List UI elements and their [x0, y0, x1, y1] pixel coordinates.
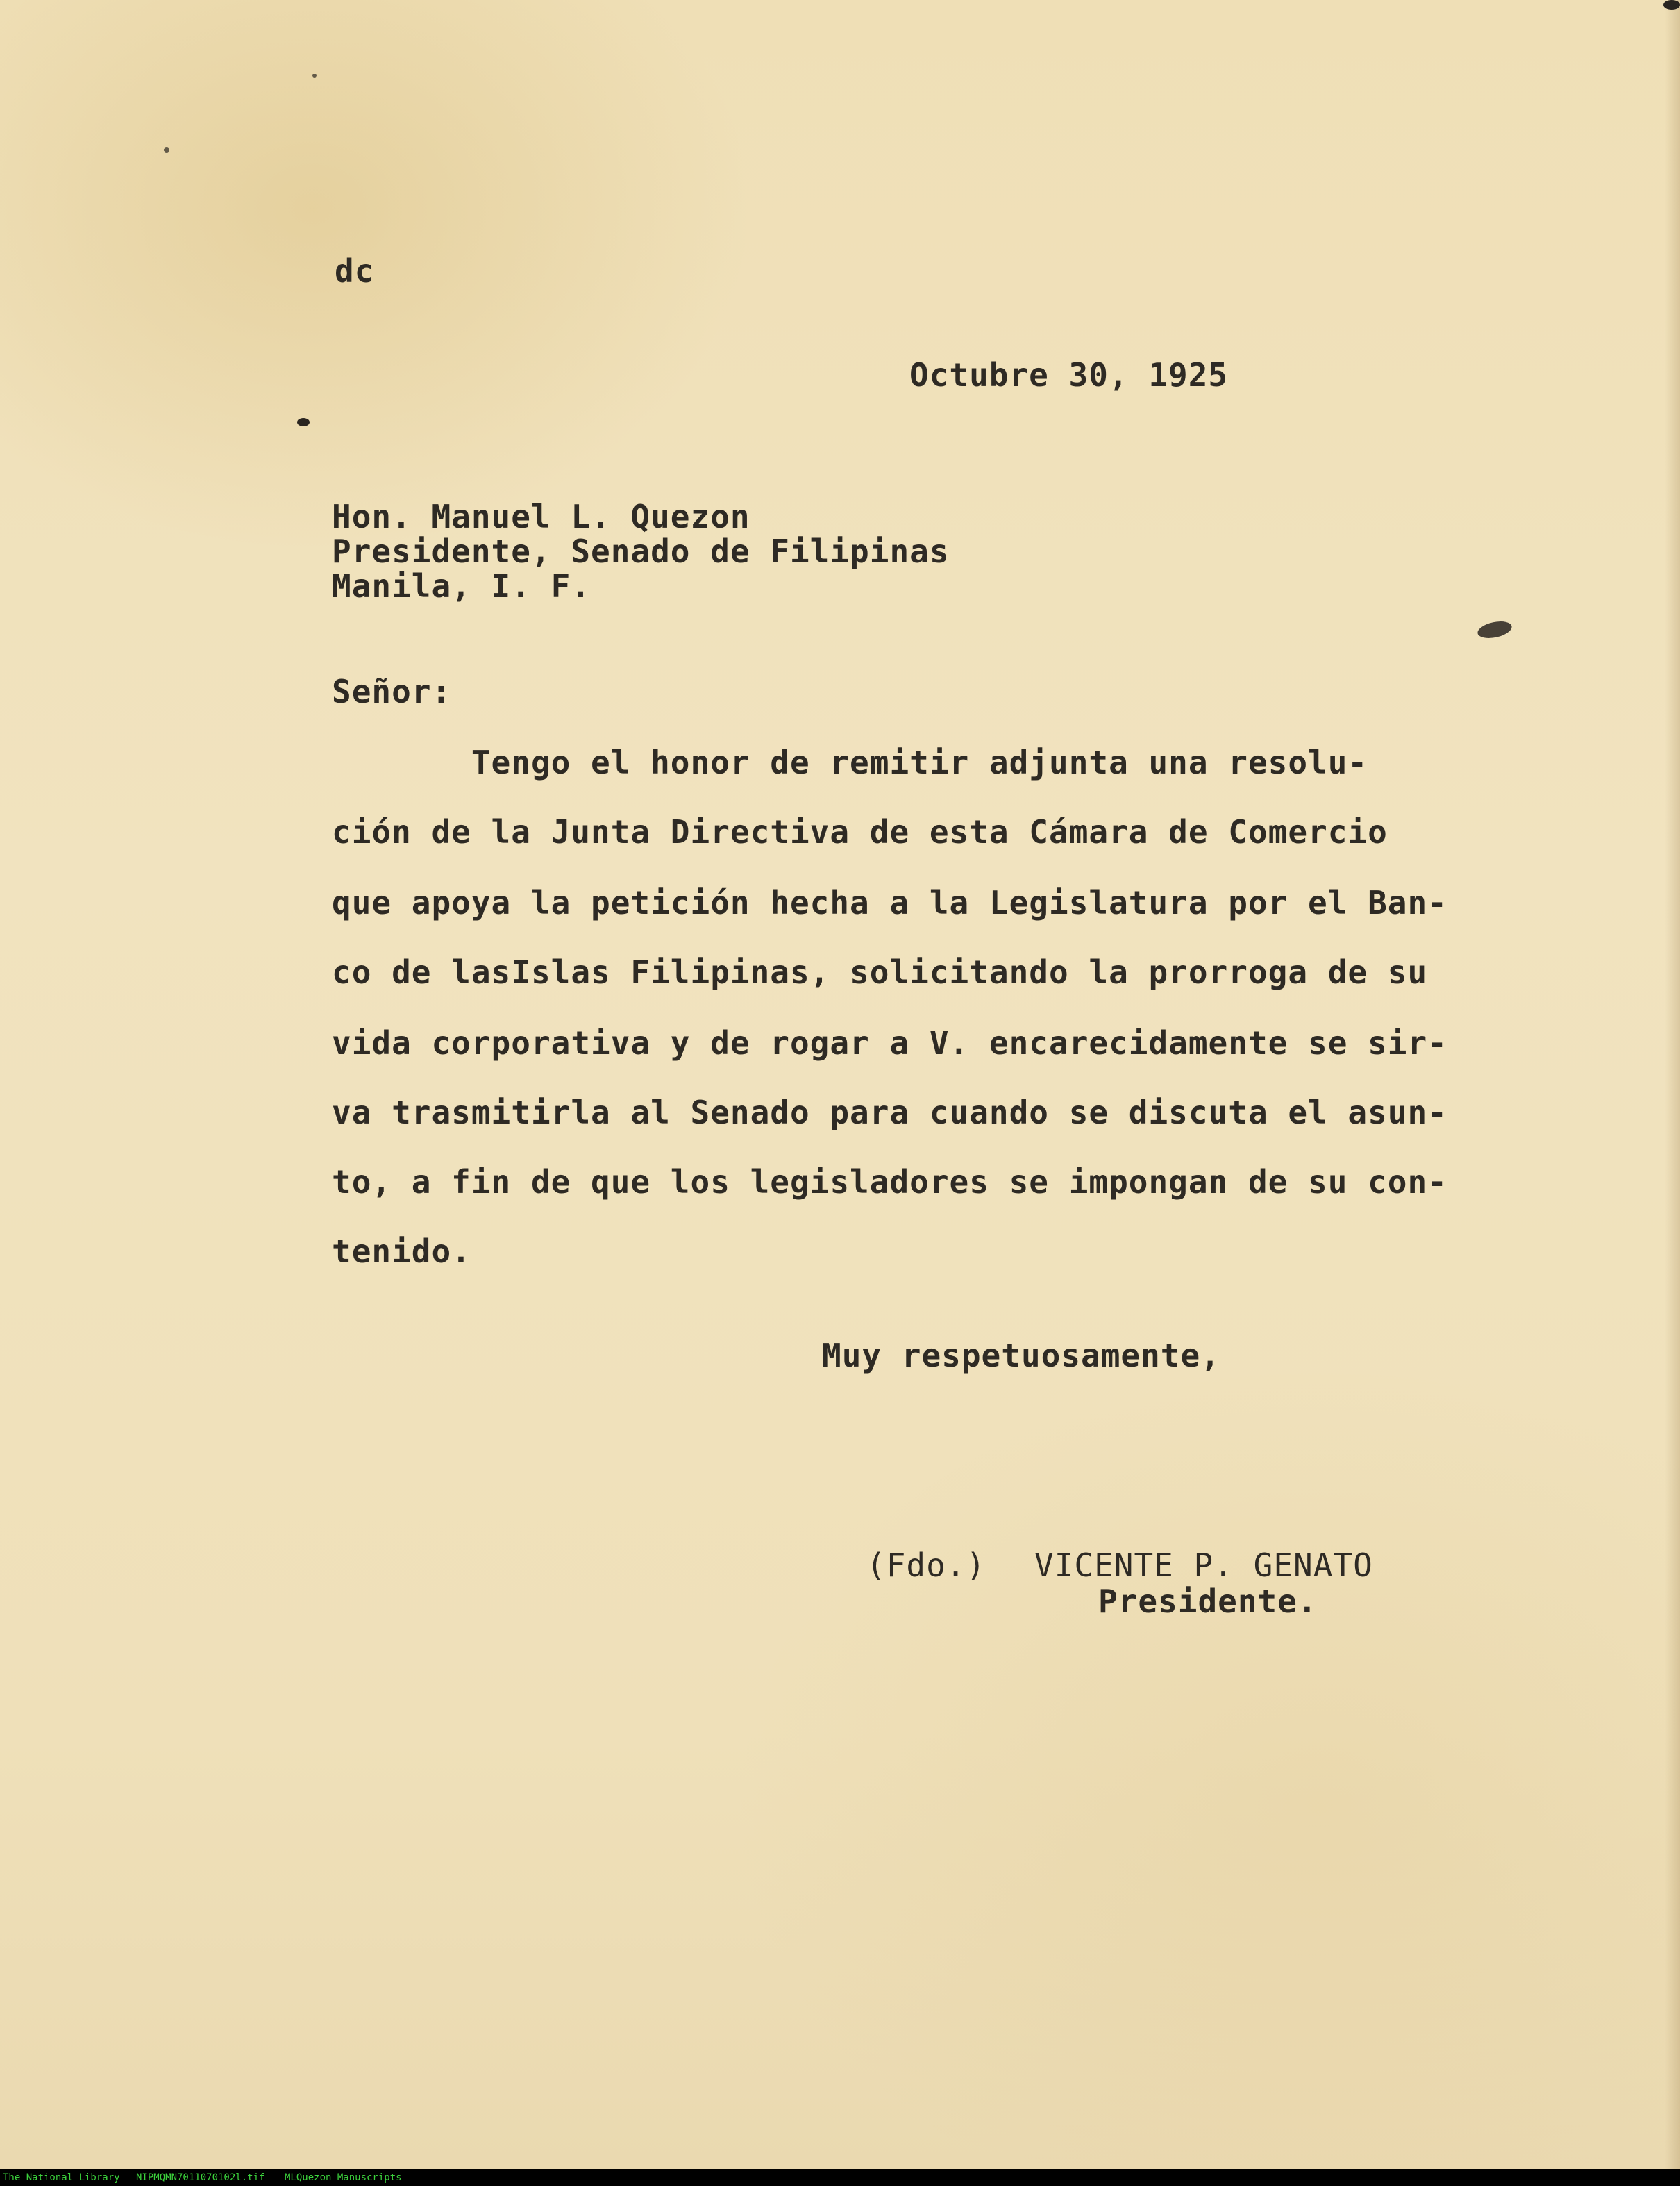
- reference-initials: dc: [335, 252, 375, 290]
- body-line: va trasmitirla al Senado para cuando se discuta el asun-: [332, 1094, 1447, 1131]
- body-line: ción de la Junta Directiva de esta Cámara de Comercio: [332, 813, 1388, 851]
- paper-edge-shading: [1665, 0, 1680, 2169]
- letter-date: Octubre 30, 1925: [909, 356, 1229, 394]
- recipient-line: Manila, I. F.: [332, 567, 591, 605]
- recipient-line: Hon. Manuel L. Quezon: [332, 498, 750, 535]
- body-line: to, a fin de que los legisladores se impongan de su con-: [332, 1163, 1447, 1201]
- recipient-line: Presidente, Senado de Filipinas: [332, 533, 950, 570]
- body-line: tenido.: [332, 1233, 471, 1270]
- ink-spot: [312, 74, 317, 78]
- ink-spot: [164, 147, 169, 153]
- ink-spot: [297, 418, 310, 426]
- body-line: que apoya la petición hecha a la Legislatura por el Ban-: [332, 884, 1447, 921]
- salutation: Señor:: [332, 673, 452, 710]
- signer-title: Presidente.: [1098, 1583, 1318, 1620]
- ink-spot: [1476, 619, 1513, 641]
- footer-collection: MLQuezon Manuscripts: [285, 2172, 402, 2183]
- closing: Muy respetuosamente,: [822, 1337, 1220, 1374]
- body-line: Tengo el honor de remitir adjunta una resolu-: [332, 744, 1368, 781]
- signed-mark: (Fdo.): [866, 1546, 986, 1584]
- body-line: vida corporativa y de rogar a V. encarecidamente se sir-: [332, 1024, 1447, 1062]
- ink-spot: [1663, 0, 1680, 10]
- footer-file: NIPMQMN7011070102l.tif: [136, 2172, 265, 2183]
- signer-name: VICENTE P. GENATO: [1034, 1546, 1373, 1584]
- footer-archive: The National Library: [3, 2172, 120, 2183]
- body-line: co de lasIslas Filipinas, solicitando la prorroga de su: [332, 953, 1428, 991]
